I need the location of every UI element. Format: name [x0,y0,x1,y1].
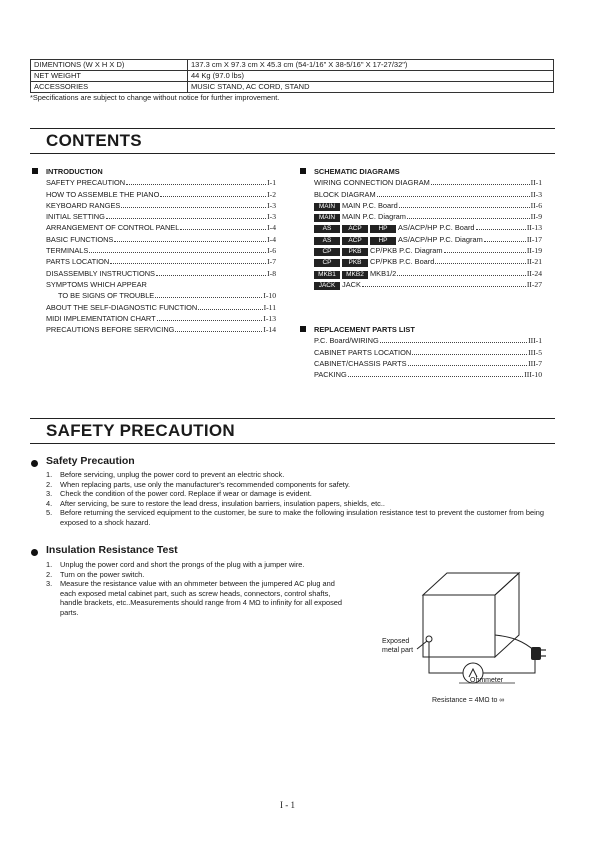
toc-entry [46,222,276,233]
toc-entry [314,347,542,358]
toc-page: III-5 [528,347,542,357]
toc-page: II-17 [526,234,542,244]
spec-label: NET WEIGHT [31,71,188,82]
toc-schematic [314,166,542,290]
toc-entry [46,177,276,188]
resistance-label: Resistance = 4MΩ to ∞ [432,697,505,704]
toc-entry-title [314,200,398,211]
list-text: Before servicing, unplug the power cord to prevent an electric shock. [60,470,285,479]
list-text: Before returning the serviced equipment to the customer, be sure to make the following insulation resistance test to prevent the customer from being exposed to a shock hazard. [60,508,544,527]
spec-value: 44 Kg (97.0 lbs) [188,71,554,82]
board-tag: MAIN [314,214,340,222]
toc-section-heading: SCHEMATIC DIAGRAMS [314,166,542,177]
toc-entry [46,234,276,245]
toc-entry [46,313,276,324]
leader-dots [126,184,266,185]
toc-entry [46,256,276,267]
toc-page: II-19 [526,246,542,256]
list-number: 3. [46,489,53,499]
leader-dots [362,286,526,287]
leader-dots [155,297,262,298]
leader-dots [444,252,526,253]
toc-page: I-4 [267,234,276,244]
toc-section-heading: REPLACEMENT PARTS LIST [314,324,542,335]
toc-entry [314,200,542,211]
toc-entry [46,290,276,301]
toc-entry [314,211,542,222]
leader-dots [121,207,266,208]
toc-page: II-1 [530,178,542,188]
toc-entry [314,234,542,245]
leader-dots [399,207,530,208]
toc-entry-title [314,234,483,245]
board-tag: CP [314,259,340,267]
toc-entry-title [46,324,174,335]
list-text: Check the condition of the power cord. Replace if wear or damage is evident. [60,489,312,499]
toc-entry-title [46,200,120,211]
toc-page: I-14 [263,325,276,335]
leader-dots [397,275,526,276]
toc-entry [314,358,542,369]
leader-dots [476,229,526,230]
list-number: 2. [46,479,53,489]
board-tag: MKB1 [314,271,340,279]
toc-entry [46,211,276,222]
toc-entry-text: MAIN P.C. Diagram [342,212,406,222]
toc-entry-title [46,211,105,222]
toc-entry-text: CP/PKB P.C. Board [370,257,435,267]
list-item [46,480,556,490]
toc-entry-text: AS/ACP/HP P.C. Board [398,223,475,233]
toc-page: II-27 [526,279,542,289]
list-number: 1. [46,560,53,569]
leader-dots [407,218,530,219]
leader-dots [156,275,266,276]
ohmmeter-label: Ohmmeter [470,677,504,684]
contents-rule-bottom [30,153,555,154]
toc-entry-title [314,177,430,188]
toc-entry-title [46,313,156,324]
bullet-square-icon [300,326,306,332]
toc-entry-text: SYMPTOMS WHICH APPEAR [46,279,147,289]
toc-entry-text: SAFETY PRECAUTION [46,178,126,188]
leader-dots [408,365,528,366]
leader-dots [175,331,262,332]
toc-entry-title [314,358,407,369]
safety-title: SAFETY PRECAUTION [46,421,235,440]
toc-entry-text: INITIAL SETTING [46,212,105,222]
toc-entry-text: CP/PKB P.C. Diagram [370,246,443,256]
leader-dots [431,184,530,185]
list-text: Unplug the power cord and short the prongs of the plug with a jumper wire. [60,560,305,569]
toc-entry [314,245,542,256]
toc-entry-text: PARTS LOCATION [46,257,110,267]
toc-page: I-13 [263,313,276,323]
leader-dots [484,241,526,242]
insulation-list [46,560,346,618]
toc-entry [314,222,542,233]
contents-rule-top [30,128,555,129]
toc-entry-text: DISASSEMBLY INSTRUCTIONS [46,268,155,278]
toc-entry-text: MIDI IMPLEMENTATION CHART [46,313,156,323]
spec-note: *Specifications are subject to change without notice for further improvement. [30,93,280,102]
toc-page: II-13 [526,223,542,233]
toc-entry-title [314,347,411,358]
board-tag: CP [314,248,340,256]
board-tag: MKB2 [342,271,368,279]
leader-dots [198,309,262,310]
board-tag: PKB [342,259,368,267]
leader-dots [114,241,266,242]
toc-entry [314,189,542,200]
toc-entry-text: MKB1/2 [370,268,397,278]
safety-rule-bottom [30,443,555,444]
toc-entry-title [46,177,125,188]
toc-entry-title [314,335,379,346]
bullet-square-icon [32,168,38,174]
toc-entry [46,189,276,200]
list-text: After servicing, be sure to restore the lead dress, insulation barriers, insulation papers, shields, etc.. [60,498,385,508]
safety-list [46,470,556,528]
toc-page: I-10 [263,291,276,301]
toc-entry-text: AS/ACP/HP P.C. Diagram [398,234,483,244]
toc-entry-text: TERMINALS [46,246,89,256]
toc-page: I-3 [267,212,276,222]
leader-dots [110,263,266,264]
list-item [46,489,556,499]
cabinet-top [423,573,519,595]
toc-entry-title [46,256,109,267]
spec-value: MUSIC STAND, AC CORD, STAND [188,82,554,93]
spec-row [31,71,554,82]
toc-entry-text: ABOUT THE SELF-DIAGNOSTIC FUNCTION [46,302,198,312]
leader-dots [106,218,266,219]
toc-entry-title [46,234,113,245]
spec-row [31,82,554,93]
toc-page: I-4 [267,223,276,233]
toc-entry-title [314,256,434,267]
toc-entry-title [314,279,361,290]
board-tag: AS [314,237,340,245]
toc-page: III-7 [528,358,542,368]
toc-entry-title [46,245,88,256]
toc-entry-title [314,245,443,256]
toc-page: III-1 [528,336,542,346]
leader-dots [348,376,524,377]
toc-page: II-21 [526,257,542,267]
toc-entry [314,177,542,188]
toc-entry [46,200,276,211]
contents-title: CONTENTS [46,131,142,150]
toc-page: II-24 [526,268,542,278]
list-item [46,570,346,580]
page-number: I - 1 [280,800,295,810]
toc-entry-title [46,279,147,290]
toc-entry-text: WIRING CONNECTION DIAGRAM [314,178,430,188]
toc-entry [46,302,276,313]
spec-row [31,60,554,71]
toc-entry-text: CABINET PARTS LOCATION [314,347,412,357]
toc-entry-title [314,189,376,200]
toc-page: I-7 [267,257,276,267]
toc-entry-text: BASIC FUNCTIONS [46,234,114,244]
toc-entry [314,335,542,346]
board-tag: ACP [342,237,368,245]
cabinet-front [423,595,495,657]
list-item [46,508,556,527]
leader-dots [435,263,525,264]
leader-dots [380,342,527,343]
toc-page: I-2 [267,189,276,199]
leader-dots [160,196,266,197]
list-text: Turn on the power switch. [60,569,145,579]
insulation-heading: Insulation Resistance Test [46,544,178,556]
board-tag: PKB [342,248,368,256]
board-tag: JACK [314,282,340,290]
list-number: 3. [46,579,53,589]
toc-entry-title [314,211,406,222]
list-item [46,499,556,509]
board-tag: HP [370,237,396,245]
spec-value: 137.3 cm X 97.3 cm X 45.3 cm (54-1/16" X 38-5/16" X 17-27/32") [188,60,554,71]
toc-entry-title [58,290,154,301]
toc-entry-title [314,222,475,233]
list-item [46,579,346,617]
spec-label: ACCESSORIES [31,82,188,93]
toc-page: I-8 [267,268,276,278]
toc-entry [314,268,542,279]
toc-entry-title [314,369,347,380]
toc-entry-text: PACKING [314,370,347,380]
toc-entry [314,256,542,267]
list-item [46,560,346,570]
leader-dots [412,354,527,355]
toc-entry-title [46,189,159,200]
toc-page: II-9 [530,212,542,222]
toc-entry-text: MAIN P.C. Board [342,200,398,210]
bullet-square-icon [300,168,306,174]
leader-dots [89,252,266,253]
board-tag: MAIN [314,203,340,211]
toc-entry-title [314,268,396,279]
toc-entry [46,279,276,290]
toc-page: II-3 [530,189,542,199]
toc-entry-text: PRECAUTIONS BEFORE SERVICING [46,325,175,335]
list-number: 2. [46,569,53,579]
toc-entry-text: JACK [342,279,361,289]
toc-entry-text: BLOCK DIAGRAM [314,189,376,199]
toc-page: III-10 [524,370,542,380]
toc-replacement-parts [314,324,542,380]
toc-page: I-3 [267,200,276,210]
bullet-dot-icon [31,460,38,467]
toc-entry [46,324,276,335]
toc-entry-title [46,302,197,313]
board-tag: ACP [342,225,368,233]
safety-heading: Safety Precaution [46,455,135,467]
list-number: 5. [46,508,53,518]
toc-entry-text: TO BE SIGNS OF TROUBLE [58,291,155,301]
toc-section-heading: INTRODUCTION [46,166,276,177]
spec-table [30,59,554,93]
toc-page: I-6 [267,246,276,256]
list-number: 4. [46,498,53,508]
board-tag: AS [314,225,340,233]
leader-dots [180,229,266,230]
cabinet-side [495,573,519,657]
toc-page: I-11 [263,302,276,312]
ac-plug-icon [531,647,546,660]
toc-entry-text: KEYBOARD RANGES [46,200,121,210]
board-tag: HP [370,225,396,233]
toc-entry-text: HOW TO ASSEMBLE THE PIANO [46,189,160,199]
leader-dots [157,320,263,321]
toc-page: II-6 [530,200,542,210]
safety-rule-top [30,418,555,419]
toc-entry-text: CABINET/CHASSIS PARTS [314,358,407,368]
list-number: 1. [46,470,53,479]
leader-dots [377,196,530,197]
toc-entry-text: ARRANGEMENT OF CONTROL PANEL [46,223,180,233]
toc-entry-title [46,268,155,279]
toc-entry-text: P.C. Board/WIRING [314,336,379,346]
spec-label: DIMENTIONS (W X H X D) [31,60,188,71]
list-text: Measure the resistance value with an ohmmeter between the jumpered AC plug and each exposed metal cabinet part, such as screw heads, connectors, control shafts, handle brackets, etc..Measurements should range from 4 MΩ to infinity for all exposed parts. [60,579,342,617]
toc-entry [314,369,542,380]
list-item [46,470,556,480]
bullet-dot-icon [31,549,38,556]
toc-entry-title [46,222,179,233]
toc-entry [46,245,276,256]
list-text: When replacing parts, use only the manufacturer's recommended components for safety. [60,479,351,489]
exposed-metal-label: Exposed metal part [382,638,414,654]
toc-entry [46,268,276,279]
toc-page: I-1 [267,178,276,188]
toc-entry [314,279,542,290]
toc-introduction [46,166,276,335]
